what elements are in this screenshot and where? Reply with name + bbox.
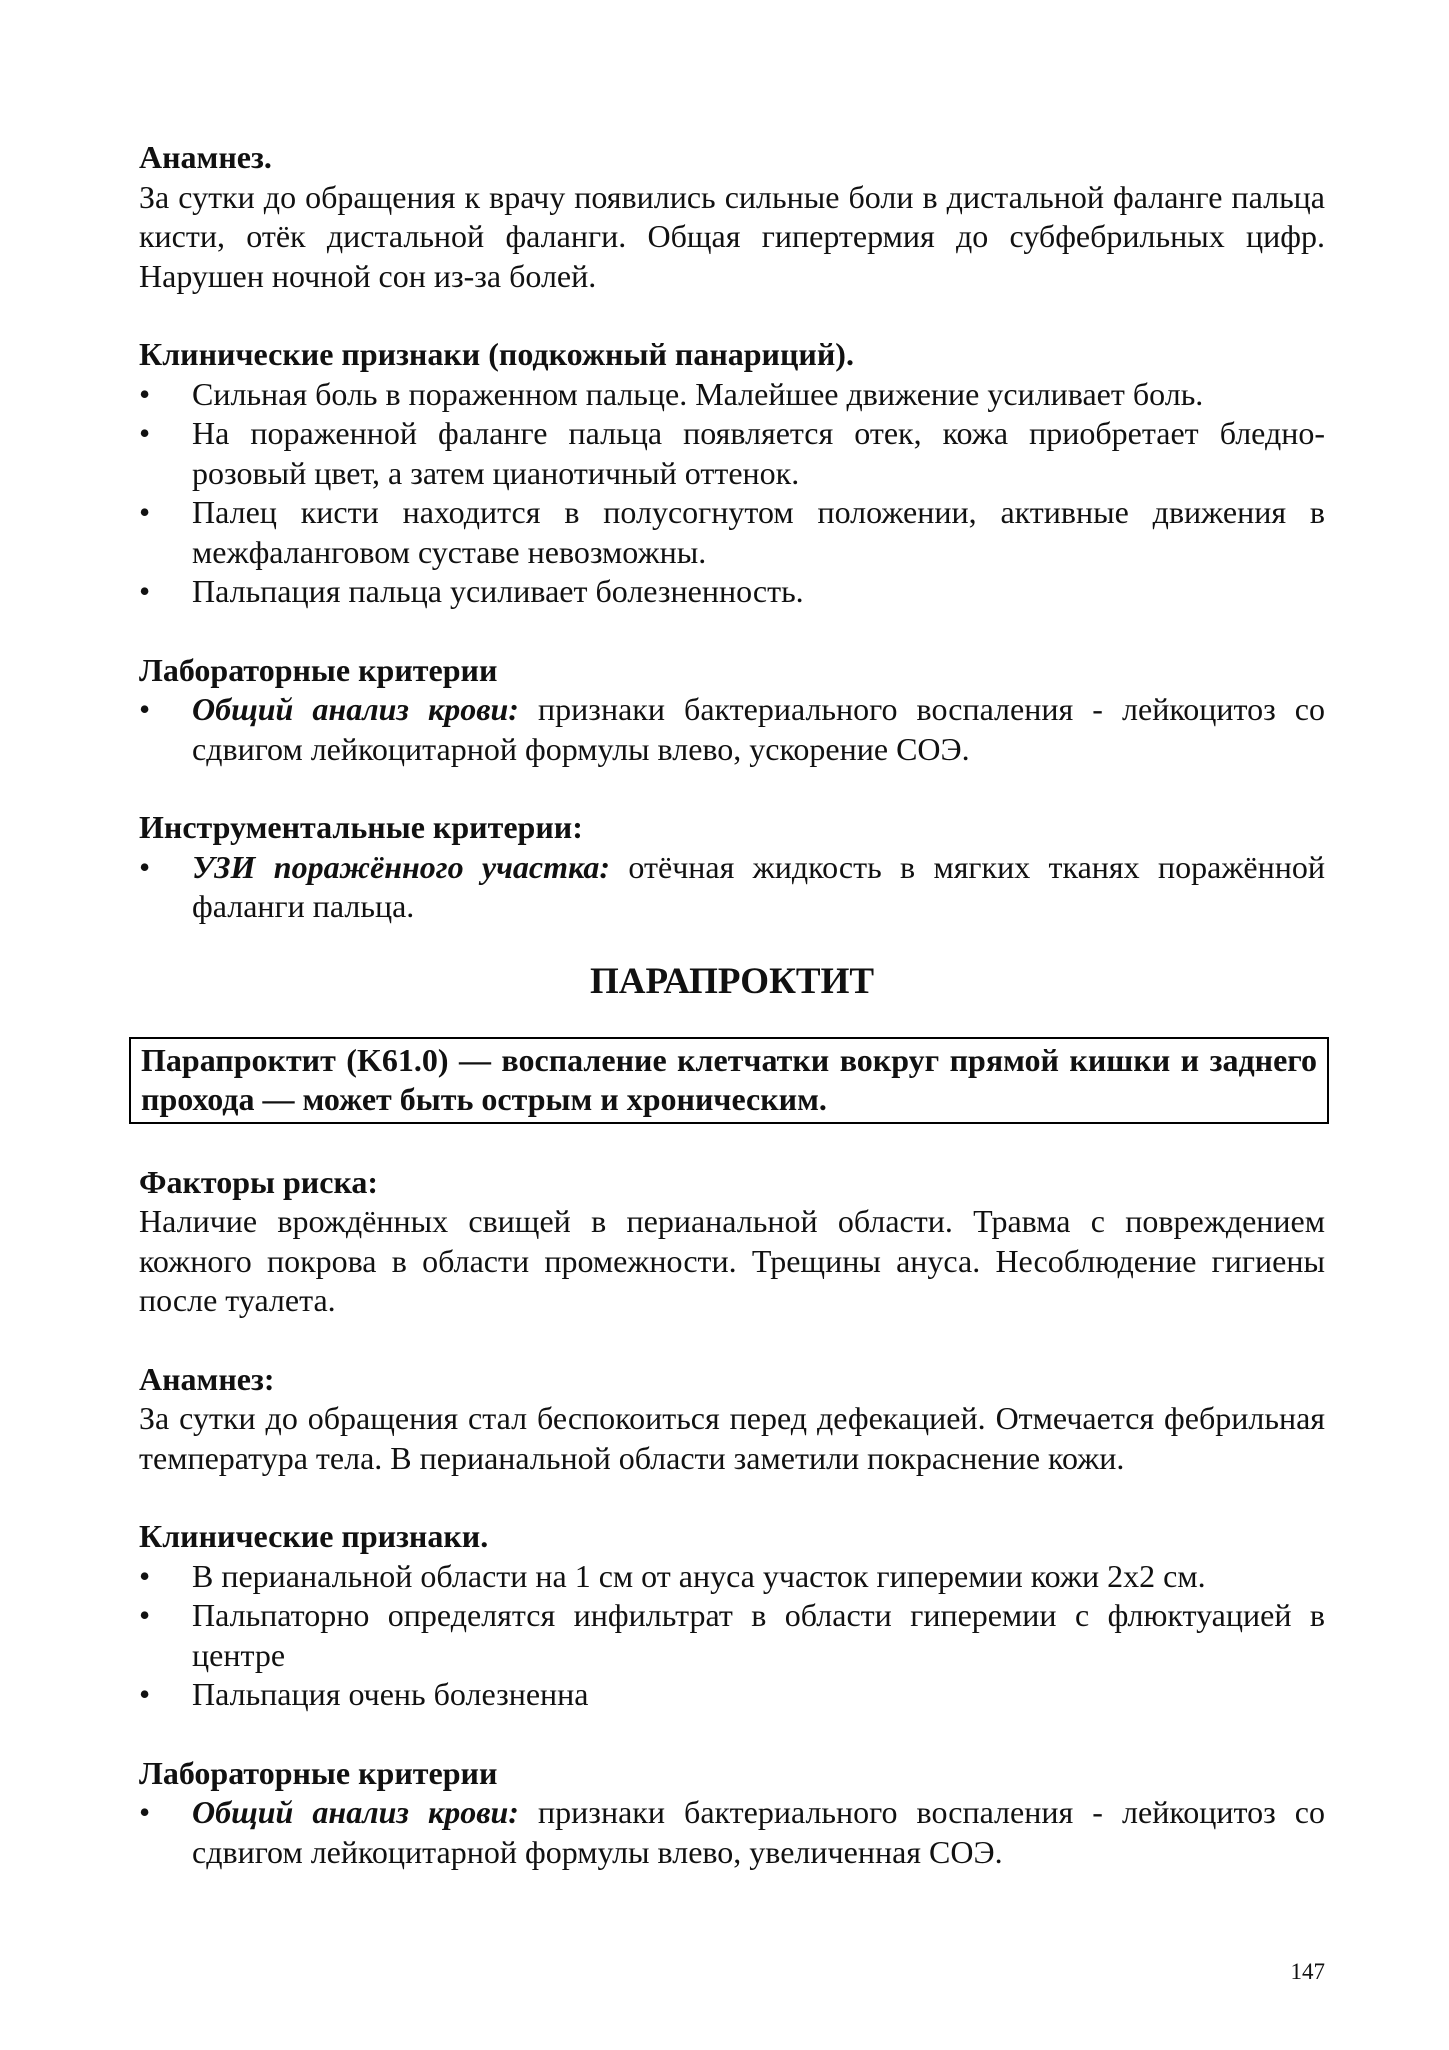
- list-item-text: Пальпаторно определятся инфильтрат в области гиперемии с флюктуацией в центре: [192, 1597, 1325, 1673]
- list-item: [139, 1557, 1325, 1597]
- instrumental-criteria-heading: Инструментальные критерии:: [139, 809, 583, 845]
- bullet-icon: •: [139, 494, 151, 530]
- anamnesis-text: За сутки до обращения к врачу появились сильные боли в дистальной фаланге пальца кисти, отёк дистальной фаланги. Общая гипертермия до субфебрильных цифр. Нарушен ночной сон из-за болей.: [139, 178, 1325, 294]
- clinical-signs-list: [139, 375, 1325, 612]
- lab-test-name: Общий анализ крови:: [192, 1794, 519, 1830]
- lab-test-result: признаки бактериального воспаления - лейкоцитоз со сдвигом лейкоцитарной формулы влево, ускорение СОЭ.: [192, 691, 1325, 767]
- list-item: [139, 1793, 1325, 1872]
- list-item: [139, 572, 1325, 612]
- anamnesis-heading: Анамнез.: [139, 139, 272, 175]
- list-item: [139, 493, 1325, 572]
- definition-box: Парапроктит (K61.0) — воспаление клетчатки вокруг прямой кишки и заднего прохода — может быть острым и хроническим.: [129, 1037, 1329, 1124]
- anamnesis-text: За сутки до обращения стал беспокоиться перед дефекацией. Отмечается фебрильная температура тела. В перианальной области заметили покраснение кожи.: [139, 1400, 1325, 1476]
- instrumental-test-name: УЗИ поражённого участка:: [192, 848, 611, 885]
- instrumental-criteria-list: [139, 848, 1325, 927]
- list-item-text: На пораженной фаланге пальца появляется отек, кожа приобретает бледно-розовый цвет, а затем цианотичный оттенок.: [192, 415, 1325, 491]
- bullet-icon: •: [139, 415, 151, 451]
- list-item: [139, 690, 1325, 769]
- list-item: [139, 1596, 1325, 1675]
- bullet-icon: •: [139, 691, 151, 727]
- bullet-icon: •: [139, 1676, 151, 1712]
- lab-criteria-list: [139, 690, 1325, 769]
- lab-test-name: Общий анализ крови:: [192, 691, 519, 727]
- page-number: 147: [1290, 1959, 1325, 1984]
- bullet-icon: •: [139, 573, 151, 609]
- risk-factors-heading: Факторы риска:: [139, 1163, 379, 1200]
- bullet-icon: •: [139, 848, 151, 885]
- instrumental-test-result: отёчная жидкость в мягких тканях поражённой фаланги пальца.: [192, 848, 1326, 924]
- bullet-icon: •: [139, 1794, 151, 1830]
- list-item: [139, 375, 1325, 415]
- list-item-text: Пальпация пальца усиливает болезненность.: [192, 573, 804, 609]
- lab-criteria-list: [139, 1793, 1325, 1872]
- list-item-text: Пальпация очень болезненна: [192, 1676, 589, 1712]
- list-item-text: Палец кисти находится в полусогнутом положении, активные движения в межфаланговом суставе невозможны.: [192, 494, 1325, 570]
- list-item: [139, 1675, 1325, 1715]
- bullet-icon: •: [139, 375, 151, 412]
- bullet-icon: •: [139, 1597, 151, 1633]
- clinical-signs-heading: Клинические признаки.: [139, 1518, 489, 1554]
- bullet-icon: •: [139, 1557, 151, 1594]
- lab-criteria-heading: Лабораторные критерии: [139, 1754, 498, 1791]
- list-item-text: Сильная боль в пораженном пальце. Малейшее движение усиливает боль.: [192, 375, 1204, 412]
- list-item: [139, 848, 1325, 927]
- page-content: [139, 138, 1325, 1872]
- clinical-signs-list: [139, 1557, 1325, 1715]
- anamnesis-heading: Анамнез:: [139, 1360, 275, 1397]
- list-item: [139, 414, 1325, 493]
- list-item-text: В перианальной области на 1 см от ануса участок гиперемии кожи 2х2 см.: [192, 1557, 1206, 1594]
- lab-test-result: признаки бактериального воспаления - лейкоцитоз со сдвигом лейкоцитарной формулы влево, увеличенная СОЭ.: [192, 1794, 1325, 1870]
- lab-criteria-heading: Лабораторные критерии: [139, 651, 498, 688]
- risk-factors-text: Наличие врождённых свищей в перианальной области. Травма с повреждением кожного покрова в области промежности. Трещины ануса. Несоблюдение гигиены после туалета.: [139, 1203, 1325, 1318]
- clinical-signs-heading: Клинические признаки (подкожный панариций).: [139, 336, 854, 372]
- section-title: ПАРАПРОКТИТ: [589, 960, 875, 1002]
